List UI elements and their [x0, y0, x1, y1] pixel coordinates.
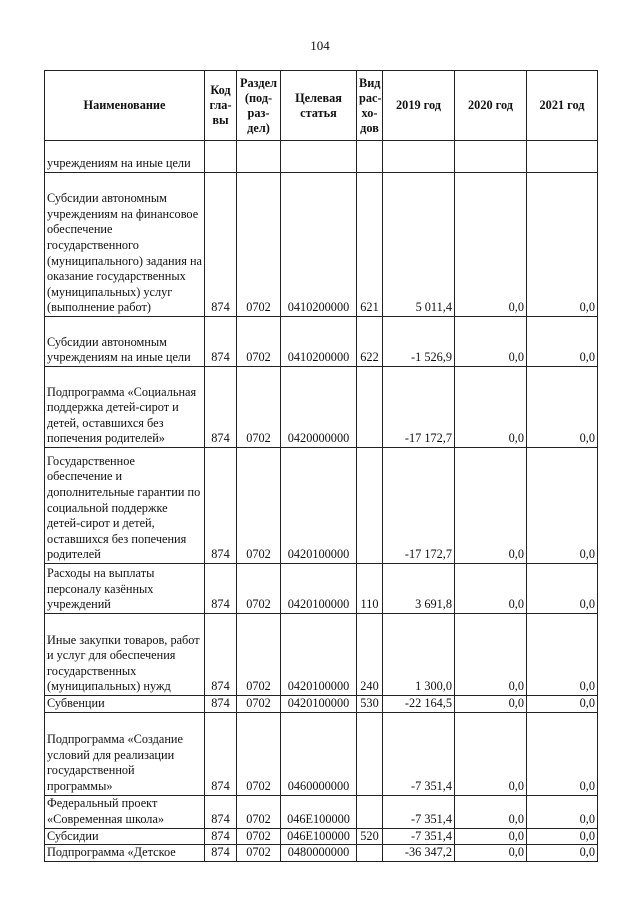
table-row — [45, 845, 598, 862]
table-row — [45, 448, 598, 564]
row-amount-2020: 0,0 — [455, 845, 527, 862]
row-amount-2020: 0,0 — [455, 367, 527, 448]
row-amount-2021: 0,0 — [527, 614, 598, 696]
row-amount-2020: 0,0 — [455, 317, 527, 367]
row-amount-2021: 0,0 — [527, 367, 598, 448]
row-name: Субсидии автономным учреждениям на иные цели — [45, 317, 205, 367]
row-amount-2020: 0,0 — [455, 614, 527, 696]
row-expense-kind — [357, 712, 383, 795]
row-chapter-code: 874 — [205, 712, 237, 795]
row-amount-2020: 0,0 — [455, 564, 527, 614]
row-expense-kind: 240 — [357, 614, 383, 696]
row-target-article: 0460000000 — [281, 712, 357, 795]
row-amount-2019: -17 172,7 — [383, 448, 455, 564]
row-chapter-code: 874 — [205, 173, 237, 317]
row-section-code: 0702 — [237, 448, 281, 564]
row-amount-2021: 0,0 — [527, 845, 598, 862]
row-expense-kind — [357, 141, 383, 173]
row-amount-2019: -17 172,7 — [383, 367, 455, 448]
page-number: 104 — [310, 38, 330, 53]
row-target-article: 046E100000 — [281, 795, 357, 828]
row-section-code: 0702 — [237, 173, 281, 317]
row-expense-kind — [357, 367, 383, 448]
table-row — [45, 614, 598, 696]
row-chapter-code: 874 — [205, 367, 237, 448]
row-expense-kind: 530 — [357, 696, 383, 713]
row-expense-kind: 520 — [357, 828, 383, 845]
row-amount-2021: 0,0 — [527, 173, 598, 317]
row-section-code: 0702 — [237, 614, 281, 696]
row-amount-2020: 0,0 — [455, 696, 527, 713]
row-amount-2020: 0,0 — [455, 712, 527, 795]
row-expense-kind: 621 — [357, 173, 383, 317]
row-expense-kind: 110 — [357, 564, 383, 614]
header-row — [45, 71, 598, 141]
header-chapter: Код гла-вы — [205, 71, 237, 141]
row-section-code: 0702 — [237, 317, 281, 367]
row-amount-2019: -7 351,4 — [383, 828, 455, 845]
header-2020: 2020 год — [455, 71, 527, 141]
row-section-code: 0702 — [237, 845, 281, 862]
header-section: Раздел (под-раз-дел) — [237, 71, 281, 141]
row-name: Подпрограмма «Создание условий для реализации государственной программы» — [45, 712, 205, 795]
row-target-article: 0420100000 — [281, 564, 357, 614]
row-section-code: 0702 — [237, 696, 281, 713]
row-amount-2020 — [455, 141, 527, 173]
table-row — [45, 141, 598, 173]
row-target-article: 0480000000 — [281, 845, 357, 862]
row-amount-2019: -1 526,9 — [383, 317, 455, 367]
row-amount-2019 — [383, 141, 455, 173]
row-amount-2019: -22 164,5 — [383, 696, 455, 713]
row-section-code: 0702 — [237, 712, 281, 795]
row-chapter-code: 874 — [205, 795, 237, 828]
table-row — [45, 317, 598, 367]
row-amount-2021: 0,0 — [527, 317, 598, 367]
row-section-code: 0702 — [237, 367, 281, 448]
row-name: Подпрограмма «Социальная поддержка детей-сирот и детей, оставшихся без попечения родителей» — [45, 367, 205, 448]
row-amount-2020: 0,0 — [455, 448, 527, 564]
row-amount-2020: 0,0 — [455, 173, 527, 317]
row-name: Расходы на выплаты персоналу казённых учреждений — [45, 564, 205, 614]
row-amount-2019: 1 300,0 — [383, 614, 455, 696]
row-name: Субсидии — [45, 828, 205, 845]
row-chapter-code: 874 — [205, 828, 237, 845]
row-expense-kind — [357, 448, 383, 564]
row-target-article: 0410200000 — [281, 317, 357, 367]
row-amount-2019: -7 351,4 — [383, 795, 455, 828]
table-row — [45, 828, 598, 845]
row-name: Государственное обеспечение и дополнительные гарантии по социальной поддержке детей-сирот и детей, оставшихся без попечения родителей — [45, 448, 205, 564]
row-amount-2021 — [527, 141, 598, 173]
row-amount-2021: 0,0 — [527, 448, 598, 564]
row-name: Субвенции — [45, 696, 205, 713]
row-target-article — [281, 141, 357, 173]
row-target-article: 046E100000 — [281, 828, 357, 845]
row-amount-2019: 3 691,8 — [383, 564, 455, 614]
row-name: учреждениям на иные цели — [45, 141, 205, 173]
row-chapter-code: 874 — [205, 564, 237, 614]
row-target-article: 0420100000 — [281, 448, 357, 564]
row-chapter-code: 874 — [205, 614, 237, 696]
row-chapter-code — [205, 141, 237, 173]
row-amount-2021: 0,0 — [527, 795, 598, 828]
row-amount-2021: 0,0 — [527, 696, 598, 713]
row-target-article: 0420000000 — [281, 367, 357, 448]
row-target-article: 0420100000 — [281, 696, 357, 713]
row-name: Иные закупки товаров, работ и услуг для обеспечения государственных (муниципальных) нужд — [45, 614, 205, 696]
row-chapter-code: 874 — [205, 317, 237, 367]
row-amount-2019: -7 351,4 — [383, 712, 455, 795]
row-chapter-code: 874 — [205, 845, 237, 862]
row-amount-2021: 0,0 — [527, 828, 598, 845]
header-kind: Вид рас-хо-дов — [357, 71, 383, 141]
row-section-code: 0702 — [237, 564, 281, 614]
row-chapter-code: 874 — [205, 448, 237, 564]
row-name: Субсидии автономным учреждениям на финансовое обеспечение государственного (муниципального) задания на оказание государственных (муниципальных) услуг (выполнение работ) — [45, 173, 205, 317]
row-target-article: 0420100000 — [281, 614, 357, 696]
row-expense-kind — [357, 795, 383, 828]
header-name: Наименование — [45, 71, 205, 141]
row-chapter-code: 874 — [205, 696, 237, 713]
header-2019: 2019 год — [383, 71, 455, 141]
table-row — [45, 367, 598, 448]
row-amount-2019: 5 011,4 — [383, 173, 455, 317]
row-amount-2021: 0,0 — [527, 712, 598, 795]
table-row — [45, 173, 598, 317]
row-name: Федеральный проект «Современная школа» — [45, 795, 205, 828]
row-section-code: 0702 — [237, 828, 281, 845]
table-row — [45, 712, 598, 795]
row-expense-kind: 622 — [357, 317, 383, 367]
header-2021: 2021 год — [527, 71, 598, 141]
row-name: Подпрограмма «Детское — [45, 845, 205, 862]
table-row — [45, 795, 598, 828]
table-row — [45, 564, 598, 614]
row-target-article: 0410200000 — [281, 173, 357, 317]
budget-table — [44, 70, 598, 862]
row-expense-kind — [357, 845, 383, 862]
row-section-code — [237, 141, 281, 173]
row-section-code: 0702 — [237, 795, 281, 828]
row-amount-2020: 0,0 — [455, 795, 527, 828]
row-amount-2020: 0,0 — [455, 828, 527, 845]
row-amount-2019: -36 347,2 — [383, 845, 455, 862]
table-row — [45, 696, 598, 713]
row-amount-2021: 0,0 — [527, 564, 598, 614]
header-target: Целевая статья — [281, 71, 357, 141]
